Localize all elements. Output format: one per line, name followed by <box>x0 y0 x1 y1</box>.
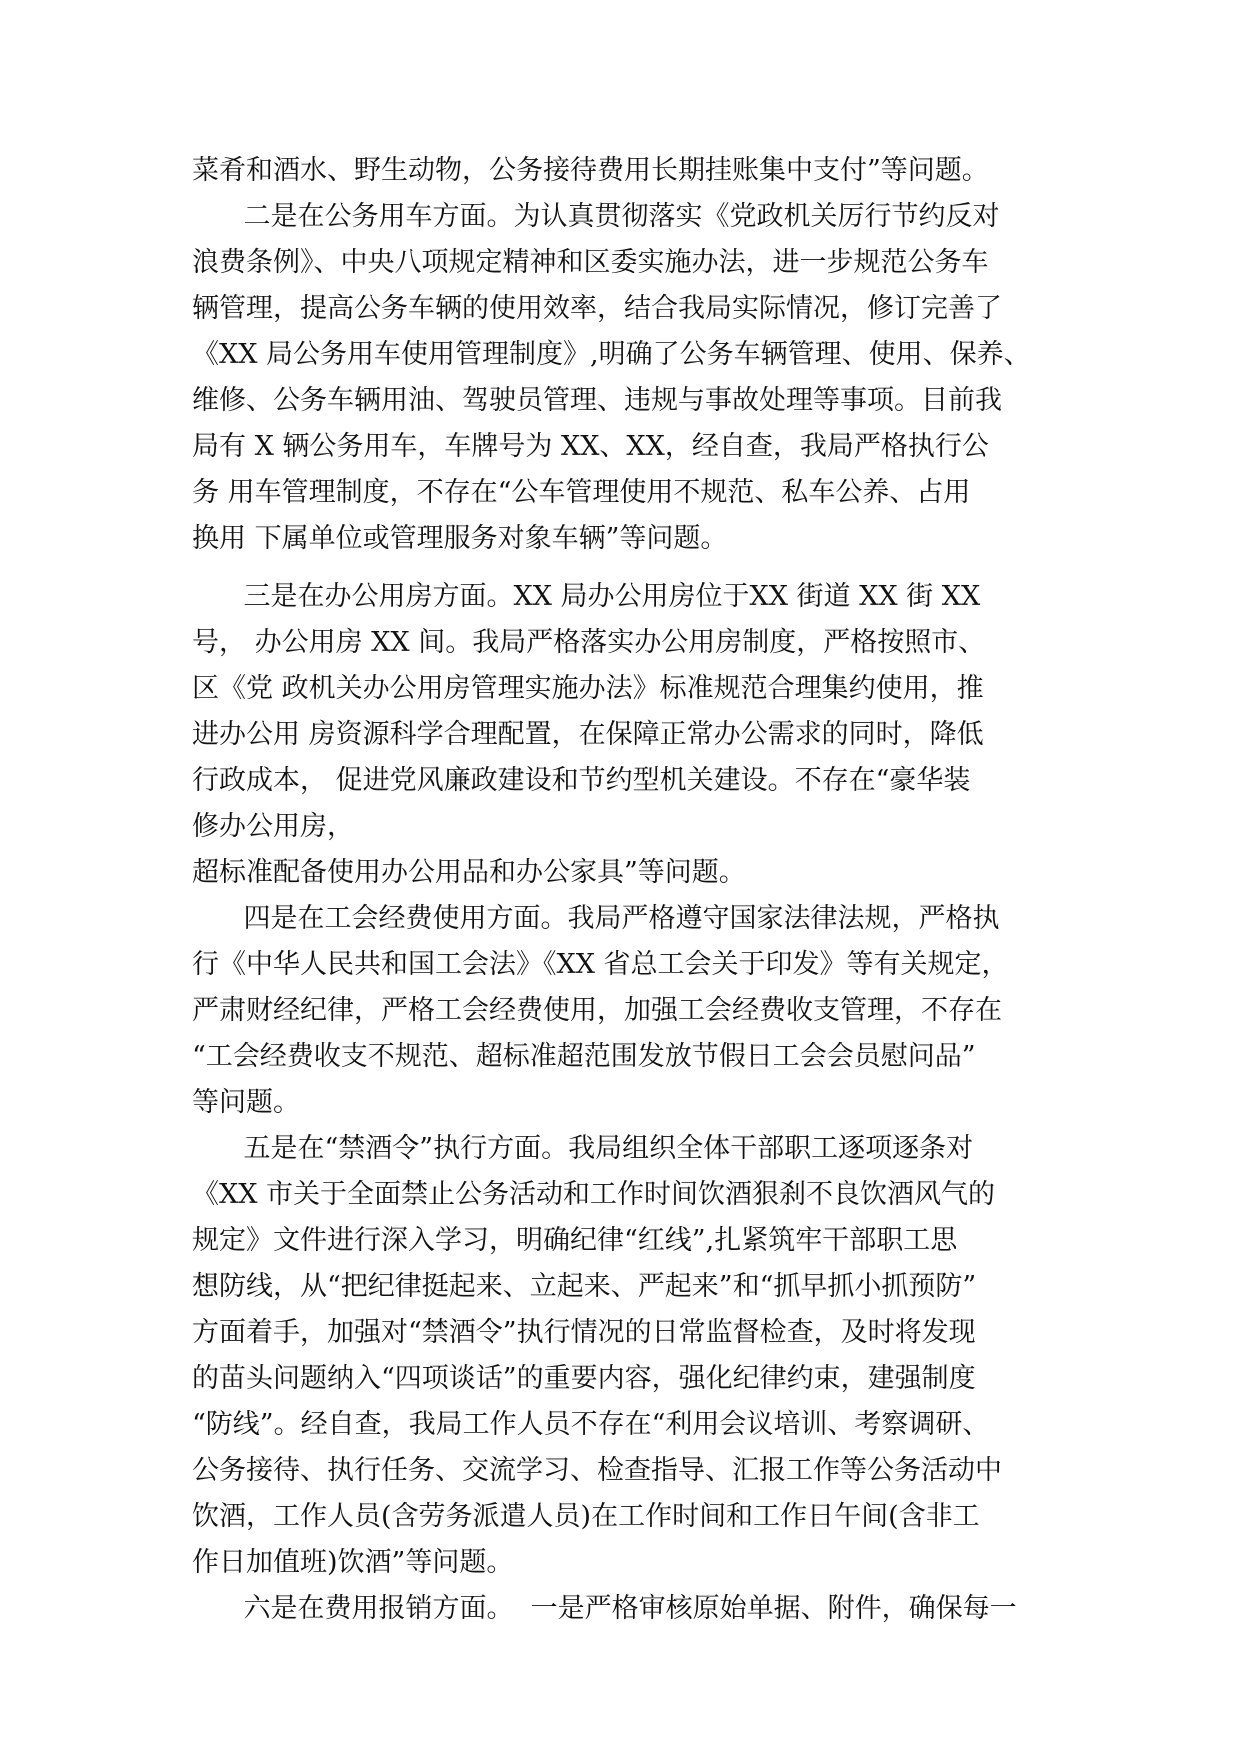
text-line: 换用 下属单位或管理服务对象车辆”等问题。 <box>192 523 728 554</box>
text-line: 方面着手，加强对“禁酒令”执行情况的日常监督检查，及时将发现 <box>192 1317 976 1348</box>
text-line: 六是在费用报销方面。 一是严格审核原始单据、附件，确保每一 <box>192 1593 1017 1624</box>
text-line: 菜肴和酒水、野生动物，公务接待费用长期挂账集中支付”等问题。 <box>192 155 989 186</box>
text-line: 浪费条例》、中央八项规定精神和区委实施办法，进一步规范公务车 <box>192 247 989 278</box>
text-line: 区《党 政机关办公用房管理实施办法》标准规范合理集约使用，推 <box>192 673 984 704</box>
text-line: “工会经费收支不规范、超标准超范围发放节假日工会会员慰问品” <box>192 1041 976 1072</box>
text-line: 的苗头问题纳入“四项谈话”的重要内容，强化纪律约束，建强制度 <box>192 1363 976 1394</box>
text-line: 务 用车管理制度，不存在“公车管理使用不规范、私车公养、占用 <box>192 477 971 508</box>
text-line: 规定》文件进行深入学习，明确纪律“红线”,扎紧筑牢干部职工思 <box>192 1225 958 1256</box>
text-line: 五是在“禁酒令”执行方面。我局组织全体干部职工逐项逐条对 <box>192 1133 974 1164</box>
text-line: 等问题。 <box>192 1087 300 1118</box>
text-line: 进办公用 房资源科学合理配置，在保障正常办公需求的同时，降低 <box>192 719 984 750</box>
text-line: 想防线，从“把纪律挺起来、立起来、严起来”和“抓早抓小抓预防” <box>192 1271 977 1302</box>
text-line: 修办公用房， <box>192 811 354 842</box>
text-line: 三是在办公用房方面。XX 局办公用房位于XX 街道 XX 街 XX <box>192 581 981 612</box>
text-line: 严肃财经纪律，严格工会经费使用，加强工会经费收支管理，不存在 <box>192 995 1002 1026</box>
text-line: 号， 办公用房 XX 间。我局严格落实办公用房制度，严格按照市、 <box>192 627 986 658</box>
text-line: 四是在工会经费使用方面。我局严格遵守国家法律法规，严格执 <box>192 903 1000 934</box>
text-line: 局有 X 辆公务用车，车牌号为 XX、XX，经自查，我局严格执行公 <box>192 431 989 462</box>
text-line: 公务接待、执行任务、交流学习、检查指导、汇报工作等公务活动中 <box>192 1455 1002 1486</box>
text-line: 作日加值班)饮酒”等问题。 <box>192 1547 514 1578</box>
text-line: 行政成本， 促进党风廉政建设和节约型机关建设。不存在“豪华装 <box>192 765 971 796</box>
paragraph-gap <box>192 562 1072 574</box>
text-line: 《XX 市关于全面禁止公务活动和工作时间饮酒狠刹不良饮酒风气的 <box>192 1179 996 1210</box>
text-line: 行《中华人民共和国工会法》《XX 省总工会关于印发》等有关规定， <box>192 949 1009 980</box>
text-line: “防线”。经自查，我局工作人员不存在“利用会议培训、考察调研、 <box>192 1409 990 1440</box>
text-line: 二是在公务用车方面。为认真贯彻落实《党政机关厉行节约反对 <box>192 201 1000 232</box>
text-line: 超标准配备使用办公用品和办公家具”等问题。 <box>192 857 746 888</box>
text-line: 《XX 局公务用车使用管理制度》,明确了公务车辆管理、使用、保养、 <box>192 339 1031 370</box>
text-line: 饮酒，工作人员(含劳务派遣人员)在工作时间和工作日午间(含非工 <box>192 1501 980 1532</box>
text-line: 维修、公务车辆用油、驾驶员管理、违规与事故处理等事项。目前我 <box>192 385 1002 416</box>
document-body <box>192 148 1072 1632</box>
text-line: 辆管理，提高公务车辆的使用效率，结合我局实际情况，修订完善了 <box>192 293 1002 324</box>
